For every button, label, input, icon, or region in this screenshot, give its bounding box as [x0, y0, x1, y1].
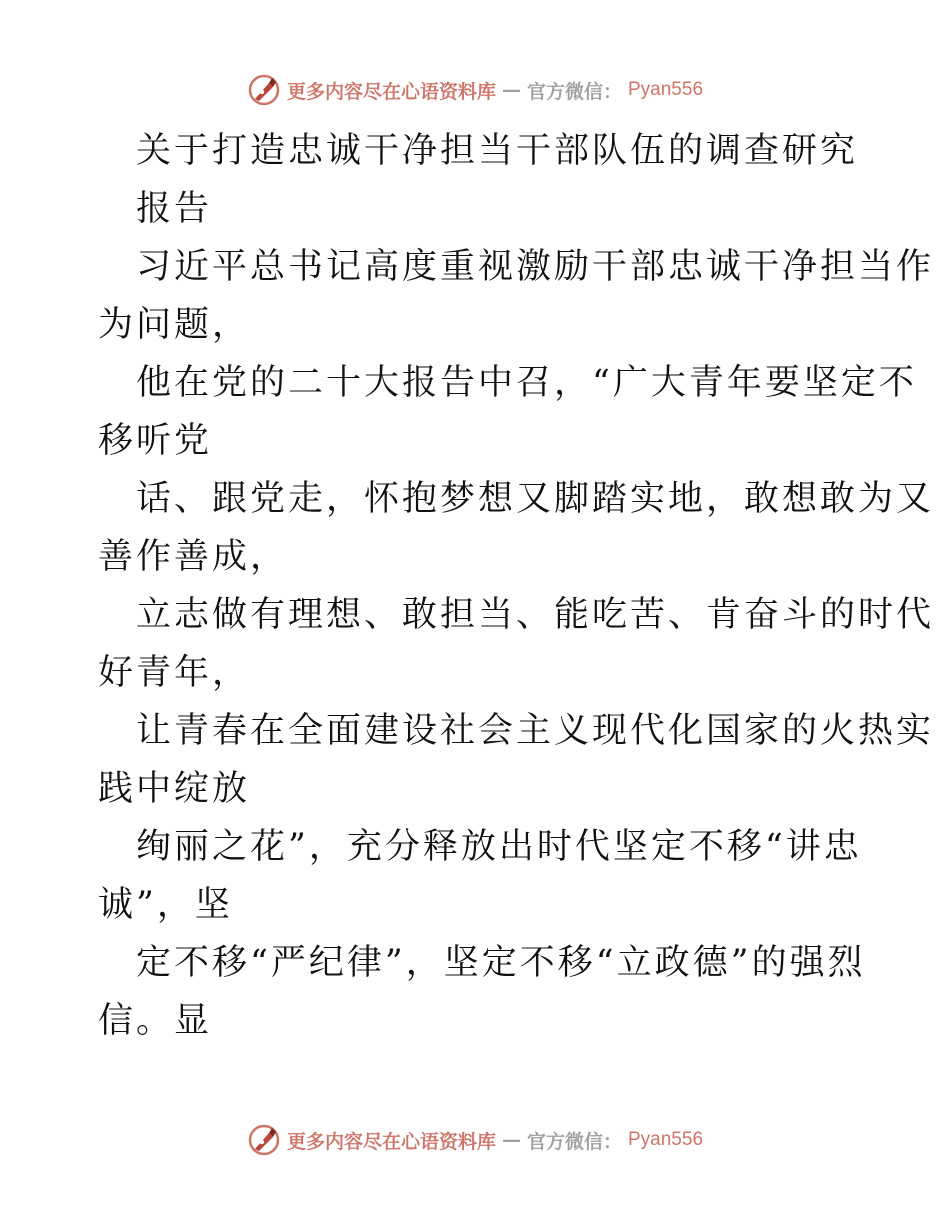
- pen-logo-icon: [247, 73, 281, 107]
- watermark-wechat-id: Pyan556: [628, 79, 704, 100]
- watermark-wechat-label: 官方微信：: [526, 80, 622, 103]
- paragraph-line: 为问题，: [98, 305, 251, 345]
- watermark-wechat-label: 官方微信：: [526, 1130, 622, 1153]
- paragraph-line: 话、跟党走，怀抱梦想又脚踏实地，敢想敢为又: [136, 479, 935, 519]
- paragraph-line: 信。显: [98, 1001, 213, 1041]
- paragraph-line: 绚丽之花”，充分释放出时代坚定不移“讲忠: [136, 827, 862, 867]
- paragraph-line: 好青年，: [98, 653, 251, 693]
- document-title-line: 关于打造忠诚干净担当干部队伍的调查研究: [136, 131, 859, 171]
- paragraph-line: 立志做有理想、敢担当、能吃苦、肯奋斗的时代: [136, 595, 935, 635]
- watermark-dash: —: [501, 1129, 521, 1151]
- watermark-site-text: 更多内容尽在心语资料库: [286, 1130, 496, 1153]
- document-title-line: 报告: [136, 189, 213, 229]
- paragraph-line: 定不移“严纪律”，坚定不移“立政德”的强烈: [136, 943, 866, 983]
- header-watermark: [0, 70, 950, 110]
- watermark-wechat-id: Pyan556: [628, 1129, 704, 1150]
- watermark-site-text: 更多内容尽在心语资料库: [286, 80, 496, 103]
- document-body: [98, 122, 935, 1050]
- paragraph-line: 让青春在全面建设社会主义现代化国家的火热实: [136, 711, 935, 751]
- watermark-dash: —: [501, 79, 521, 101]
- paragraph-line: 践中绽放: [98, 769, 251, 809]
- footer-watermark: [0, 1120, 950, 1160]
- paragraph-line: 善作善成，: [98, 537, 289, 577]
- pen-logo-icon: [247, 1123, 281, 1157]
- paragraph-line: 诚”，坚: [98, 885, 233, 925]
- paragraph-line: 移听党: [98, 421, 213, 461]
- paragraph-line: 习近平总书记高度重视激励干部忠诚干净担当作: [136, 247, 935, 287]
- paragraph-line: 他在党的二十大报告中召，“广大青年要坚定不: [136, 363, 917, 403]
